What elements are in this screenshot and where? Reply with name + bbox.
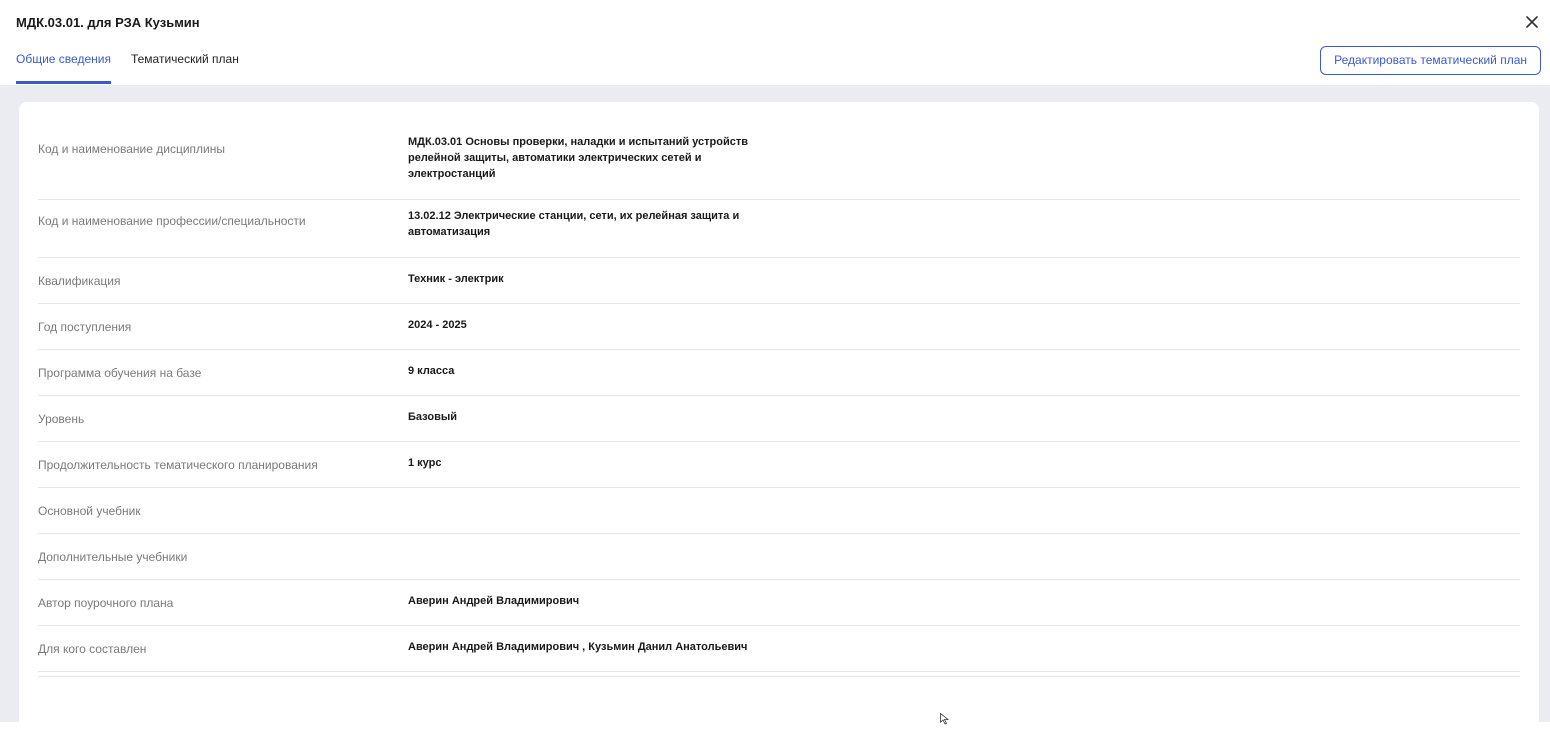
detail-value: МДК.03.01 Основы проверки, наладки и испытаний устройств релейной защиты, автоматики электрических сетей и электростанций — [408, 136, 748, 180]
detail-label: Код и наименование дисциплины — [38, 142, 225, 156]
divider — [38, 672, 1520, 677]
detail-label: Квалификация — [38, 274, 121, 288]
detail-label: Продолжительность тематического планирования — [38, 458, 318, 472]
tab-general-info[interactable]: Общие сведения — [16, 52, 111, 84]
detail-label: Код и наименование профессии/специальности — [38, 214, 306, 228]
detail-value: 9 класса — [408, 365, 455, 377]
detail-row-admission-year — [38, 304, 1520, 350]
page-title: МДК.03.01. для РЗА Кузьмин — [16, 15, 200, 30]
detail-row-program-base — [38, 350, 1520, 396]
detail-label: Для кого составлен — [38, 642, 147, 656]
detail-label: Уровень — [38, 412, 85, 426]
detail-value: 13.02.12 Электрические станции, сети, их релейная защита и автоматизация — [408, 210, 740, 238]
detail-row-level — [38, 396, 1520, 442]
tab-thematic-plan[interactable]: Тематический план — [130, 52, 239, 66]
content-area — [0, 85, 1550, 722]
modal-header — [0, 0, 1550, 85]
detail-row-specialty — [38, 200, 1520, 258]
detail-label: Программа обучения на базе — [38, 366, 202, 380]
detail-row-compiled-for — [38, 626, 1520, 672]
mouse-cursor-icon — [940, 713, 950, 725]
detail-row-qualification — [38, 258, 1520, 304]
detail-value: Техник - электрик — [408, 273, 504, 285]
detail-label: Дополнительные учебники — [38, 550, 188, 564]
detail-row-discipline — [38, 126, 1520, 200]
edit-thematic-plan-button[interactable]: Редактировать тематический план — [1320, 46, 1541, 75]
detail-value: 1 курс — [408, 457, 442, 469]
tab-bar — [16, 52, 239, 84]
details-card — [19, 102, 1539, 742]
detail-label: Автор поурочного плана — [38, 596, 174, 610]
detail-row-duration — [38, 442, 1520, 488]
detail-row-main-textbook — [38, 488, 1520, 534]
detail-value: 2024 - 2025 — [408, 319, 467, 331]
detail-value: Аверин Андрей Владимирович — [408, 595, 580, 607]
detail-value — [408, 534, 768, 547]
details-list — [38, 126, 1520, 677]
detail-row-plan-author — [38, 580, 1520, 626]
close-icon[interactable] — [1524, 14, 1540, 30]
detail-value — [408, 488, 768, 501]
detail-value: Аверин Андрей Владимирович , Кузьмин Данил Анатольевич — [408, 641, 748, 653]
detail-value: Базовый — [408, 411, 457, 423]
detail-label: Основной учебник — [38, 504, 141, 518]
detail-label: Год поступления — [38, 320, 132, 334]
detail-row-extra-textbooks — [38, 534, 1520, 580]
